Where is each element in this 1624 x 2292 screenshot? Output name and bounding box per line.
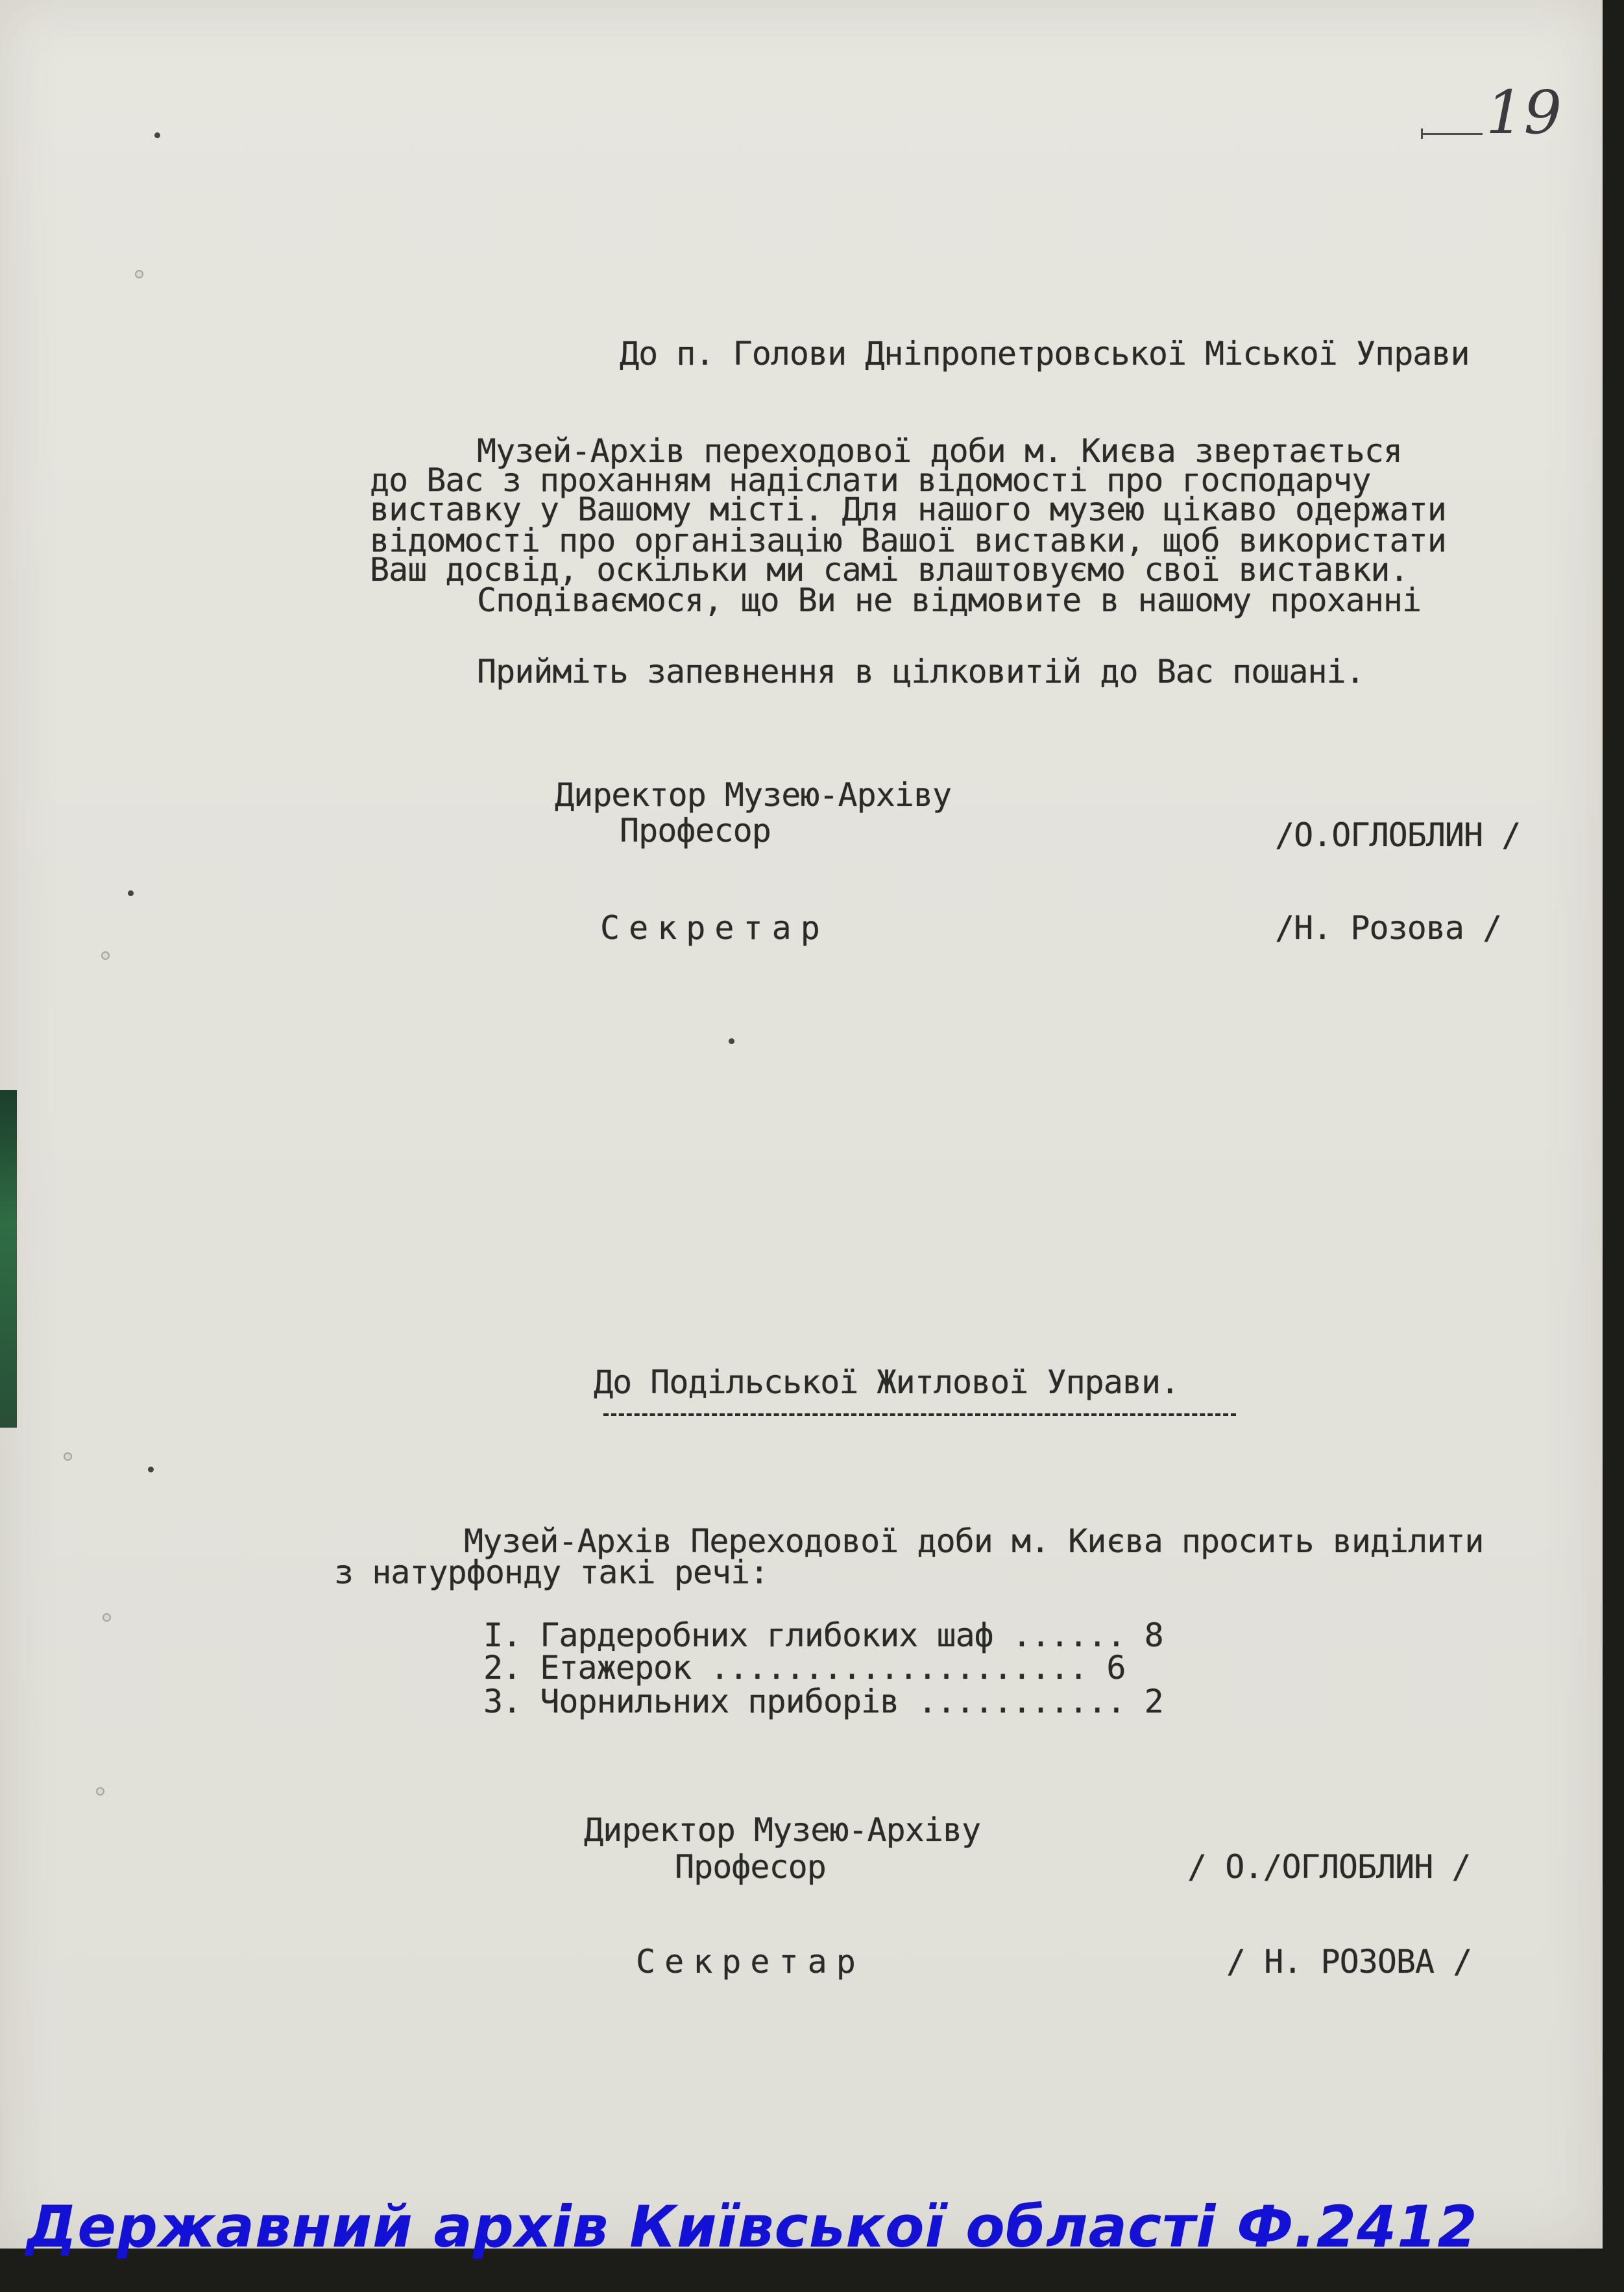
margin-speck bbox=[729, 1038, 734, 1044]
letter1-body-line: виставку у Вашому місті. Для нашого музею цікаво одержати bbox=[370, 491, 1446, 528]
letter2-body-line: з натурфонду такі речі: bbox=[334, 1554, 769, 1591]
letter2-list-item: 2. Етажерок .................... 6 bbox=[483, 1649, 1126, 1687]
margin-speck bbox=[154, 132, 160, 138]
letter2-body-line: Музей-Архів Переходової доби м. Києва просить виділити bbox=[464, 1522, 1484, 1560]
letter1-director-name: /О.ОГЛОБЛИН / bbox=[1275, 816, 1521, 854]
margin-speck bbox=[148, 1467, 154, 1472]
letter1-secretary-name: /Н. Розова / bbox=[1275, 909, 1502, 947]
page-number-mark bbox=[1421, 133, 1483, 135]
letter2-addressee: До Подільської Житлової Управи. bbox=[594, 1363, 1180, 1401]
addressee-underline bbox=[603, 1413, 1236, 1416]
letter1-addressee: До п. Голови Дніпропетровської Міської Управи bbox=[620, 335, 1470, 372]
letter1-closing: Прийміть запевнення в цілковитій до Вас пошані. bbox=[477, 653, 1364, 690]
margin-speck bbox=[103, 953, 108, 958]
margin-speck bbox=[97, 1788, 103, 1794]
letter2-director-title: Директор Музею-Архіву bbox=[584, 1811, 981, 1849]
letter1-body-line: відомості про організацію Вашої виставки, щоб використати bbox=[370, 522, 1446, 559]
letter1-secretary-label: Секретар bbox=[600, 909, 829, 947]
letter2-director-subtitle: Професор bbox=[675, 1848, 826, 1886]
margin-speck bbox=[128, 890, 134, 896]
background-strip bbox=[0, 1090, 17, 1428]
margin-speck bbox=[136, 271, 142, 277]
letter1-director-subtitle: Професор bbox=[620, 812, 771, 849]
archive-caption: Державний архів Київської області Ф.2412 bbox=[26, 2193, 1478, 2260]
letter1-director-title: Директор Музею-Архіву bbox=[555, 776, 952, 814]
letter2-secretary-label: Секретар bbox=[636, 1943, 865, 1981]
margin-speck bbox=[65, 1454, 71, 1459]
letter1-body-line: Ваш досвід, оскільки ми самі влаштовуємо свої виставки. bbox=[370, 551, 1409, 589]
margin-speck bbox=[104, 1615, 110, 1620]
letter2-director-name: / О./ОГЛОБЛИН / bbox=[1187, 1848, 1471, 1886]
letter1-body-line: Сподіваємося, що Ви не відмовите в нашому проханні bbox=[477, 581, 1422, 619]
letter2-list-item: I. Гардеробних глибоких шаф ...... 8 bbox=[483, 1616, 1163, 1654]
letter1-body-line: до Вас з проханням надіслати відомості про господарчу bbox=[370, 461, 1371, 499]
page-number-tick bbox=[1421, 128, 1423, 139]
letter1-body-line: Музей-Архів переходової доби м. Києва звертається bbox=[477, 432, 1403, 470]
letter2-secretary-name: / Н. РОЗОВА / bbox=[1226, 1943, 1472, 1981]
letter2-list-item: 3. Чорнильних приборів ........... 2 bbox=[483, 1683, 1163, 1720]
page-number: 19 bbox=[1486, 78, 1562, 147]
